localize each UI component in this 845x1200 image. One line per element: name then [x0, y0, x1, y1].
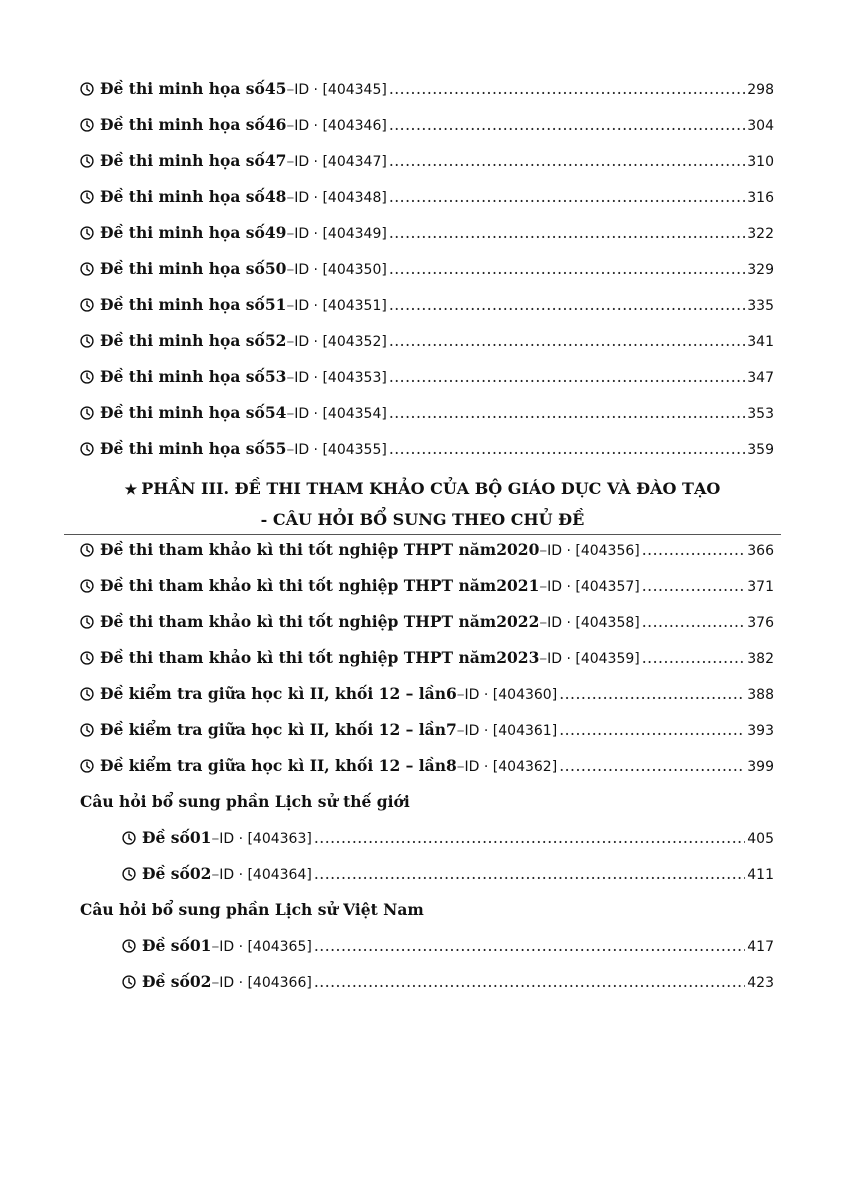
clock-icon [80, 579, 94, 593]
entry-leader-dots [314, 937, 745, 955]
entry-page-number: 316 [747, 190, 774, 206]
toc-entry[interactable] [80, 864, 774, 900]
entry-number: 2020 [496, 540, 540, 559]
entry-id: ID · [404345] [294, 82, 387, 98]
entry-page-number: 417 [747, 939, 774, 955]
entry-id: ID · [404357] [547, 579, 640, 595]
entry-separator: – [539, 649, 548, 667]
entry-number: 46 [264, 115, 287, 134]
clock-icon [122, 831, 136, 845]
entry-separator: – [286, 116, 295, 134]
clock-icon [80, 759, 94, 773]
entry-page-number: 347 [747, 370, 774, 386]
entry-title: Đề thi minh họa số [100, 403, 265, 422]
entry-number: 01 [189, 936, 212, 955]
entry-leader-dots [389, 188, 745, 206]
entry-id: ID · [404350] [294, 262, 387, 278]
entry-page-number: 411 [747, 867, 774, 883]
entry-leader-dots [389, 332, 745, 350]
toc-entry[interactable] [80, 115, 774, 151]
entry-leader-dots [389, 368, 745, 386]
clock-icon [80, 370, 94, 384]
entry-id: ID · [404360] [464, 687, 558, 703]
toc-entry[interactable] [80, 367, 774, 403]
clock-icon [80, 118, 94, 132]
entry-id: ID · [404366] [219, 975, 312, 991]
entry-number: 01 [189, 828, 212, 847]
entry-separator: – [286, 80, 295, 98]
entry-page-number: 399 [747, 759, 774, 775]
section-heading [64, 474, 781, 535]
clock-icon [80, 406, 94, 420]
toc-entry[interactable] [80, 223, 774, 259]
clock-icon [80, 82, 94, 96]
entry-id: ID · [404358] [547, 615, 640, 631]
entry-page-number: 322 [747, 226, 774, 242]
toc-entry[interactable] [80, 576, 774, 612]
clock-icon [80, 190, 94, 204]
entry-id: ID · [404346] [294, 118, 387, 134]
toc-entry[interactable] [80, 79, 774, 115]
toc-entry[interactable] [80, 936, 774, 972]
entry-id: ID · [404349] [294, 226, 387, 242]
subheading-vietnam-history: Câu hỏi bổ sung phần Lịch sử Việt Nam [80, 900, 424, 919]
entry-leader-dots [389, 296, 745, 314]
entry-title: Đề kiểm tra giữa học kì II, khối 12 – lần [100, 684, 446, 703]
toc-entry[interactable] [80, 972, 774, 1008]
entry-title: Đề thi minh họa số [100, 223, 265, 242]
toc-entry[interactable] [80, 684, 774, 720]
entry-number: 2023 [496, 648, 540, 667]
clock-icon [80, 615, 94, 629]
entry-page-number: 310 [747, 154, 774, 170]
entry-title: Đề số [142, 972, 190, 991]
entry-page-number: 359 [747, 442, 774, 458]
toc-entry[interactable] [80, 331, 774, 367]
toc-entry[interactable] [80, 439, 774, 475]
entry-separator: – [456, 757, 465, 775]
entry-title: Đề thi minh họa số [100, 187, 265, 206]
entry-number: 49 [264, 223, 287, 242]
section-heading-text: PHẦN III. ĐỀ THI THAM KHẢO CỦA BỘ GIÁO DỤC VÀ ĐÀO TẠO [141, 479, 721, 498]
clock-icon [80, 687, 94, 701]
entry-title: Đề thi minh họa số [100, 331, 265, 350]
clock-icon [80, 723, 94, 737]
entry-id: ID · [404359] [547, 651, 640, 667]
entry-id: ID · [404365] [219, 939, 312, 955]
entry-id: ID · [404353] [294, 370, 387, 386]
entry-title: Đề thi minh họa số [100, 367, 265, 386]
entry-number: 7 [446, 720, 457, 739]
entry-separator: – [456, 685, 465, 703]
entry-title: Đề thi minh họa số [100, 115, 265, 134]
entry-page-number: 405 [747, 831, 774, 847]
entry-page-number: 329 [747, 262, 774, 278]
entry-page-number: 298 [747, 82, 774, 98]
toc-entry[interactable] [80, 187, 774, 223]
entry-leader-dots [642, 577, 746, 595]
entry-separator: – [456, 721, 465, 739]
clock-icon [122, 975, 136, 989]
toc-entry[interactable] [80, 756, 774, 792]
entry-page-number: 304 [747, 118, 774, 134]
entry-title: Đề thi minh họa số [100, 439, 265, 458]
entry-separator: – [286, 296, 295, 314]
entry-page-number: 371 [747, 579, 774, 595]
section-heading-line2: - CÂU HỎI BỔ SUNG THEO CHỦ ĐỀ [260, 510, 585, 529]
entry-separator: – [286, 152, 295, 170]
entry-id: ID · [404356] [547, 543, 640, 559]
clock-icon [122, 867, 136, 881]
subheading-world-history: Câu hỏi bổ sung phần Lịch sử thế giới [80, 792, 410, 811]
entry-title: Đề thi minh họa số [100, 259, 265, 278]
entry-separator: – [286, 404, 295, 422]
clock-icon [80, 442, 94, 456]
entry-number: 53 [264, 367, 287, 386]
entry-leader-dots [389, 404, 745, 422]
toc-entry[interactable] [80, 259, 774, 295]
clock-icon [80, 334, 94, 348]
entry-separator: – [286, 260, 295, 278]
entry-number: 55 [264, 439, 287, 458]
section-heading-line1 [64, 474, 781, 505]
entry-leader-dots [314, 829, 745, 847]
toc-section-reference [80, 540, 774, 1008]
entry-id: ID · [404347] [294, 154, 387, 170]
entry-number: 8 [446, 756, 457, 775]
entry-title: Đề số [142, 936, 190, 955]
entry-title: Đề số [142, 828, 190, 847]
entry-title: Đề thi minh họa số [100, 79, 265, 98]
entry-separator: – [286, 188, 295, 206]
entry-number: 6 [446, 684, 457, 703]
entry-separator: – [211, 829, 220, 847]
toc-entry[interactable] [80, 403, 774, 439]
entry-number: 02 [189, 864, 212, 883]
entry-separator: – [211, 865, 220, 883]
toc-entry[interactable] [80, 720, 774, 756]
entry-title: Đề thi tham khảo kì thi tốt nghiệp THPT năm [100, 540, 497, 559]
entry-leader-dots [389, 152, 745, 170]
entry-separator: – [539, 613, 548, 631]
clock-icon [80, 543, 94, 557]
entry-separator: – [211, 973, 220, 991]
entry-leader-dots [559, 685, 745, 703]
clock-icon [80, 651, 94, 665]
entry-page-number: 382 [747, 651, 774, 667]
entry-number: 48 [264, 187, 287, 206]
toc-entry[interactable] [80, 295, 774, 331]
entry-leader-dots [389, 224, 745, 242]
entry-id: ID · [404361] [464, 723, 558, 739]
entry-title: Đề thi tham khảo kì thi tốt nghiệp THPT năm [100, 648, 497, 667]
entry-id: ID · [404354] [294, 406, 387, 422]
entry-separator: – [539, 577, 548, 595]
entry-title: Đề thi tham khảo kì thi tốt nghiệp THPT năm [100, 576, 497, 595]
clock-icon [80, 226, 94, 240]
toc-entry[interactable] [80, 540, 774, 576]
entry-number: 50 [264, 259, 287, 278]
entry-number: 45 [264, 79, 287, 98]
entry-number: 02 [189, 972, 212, 991]
toc-world-list [80, 828, 774, 900]
entry-page-number: 341 [747, 334, 774, 350]
entry-leader-dots [389, 116, 745, 134]
toc-vietnam-list [80, 936, 774, 1008]
entry-separator: – [539, 541, 548, 559]
entry-page-number: 376 [747, 615, 774, 631]
entry-page-number: 388 [747, 687, 774, 703]
entry-title: Đề thi minh họa số [100, 151, 265, 170]
toc-entry[interactable] [80, 151, 774, 187]
toc-entry[interactable] [80, 648, 774, 684]
entry-leader-dots [314, 973, 745, 991]
clock-icon [80, 262, 94, 276]
clock-icon [80, 298, 94, 312]
entry-leader-dots [389, 80, 745, 98]
entry-page-number: 353 [747, 406, 774, 422]
entry-id: ID · [404362] [464, 759, 558, 775]
entry-number: 54 [264, 403, 287, 422]
entry-id: ID · [404363] [219, 831, 312, 847]
entry-title: Đề thi tham khảo kì thi tốt nghiệp THPT năm [100, 612, 497, 631]
entry-leader-dots [642, 649, 746, 667]
toc-entry[interactable] [80, 612, 774, 648]
entry-page-number: 366 [747, 543, 774, 559]
entry-number: 51 [264, 295, 287, 314]
entry-leader-dots [389, 260, 745, 278]
entry-leader-dots [314, 865, 745, 883]
entry-id: ID · [404355] [294, 442, 387, 458]
entry-separator: – [286, 332, 295, 350]
entry-separator: – [286, 368, 295, 386]
entry-separator: – [286, 440, 295, 458]
entry-title: Đề số [142, 864, 190, 883]
entry-title: Đề thi minh họa số [100, 295, 265, 314]
entry-separator: – [211, 937, 220, 955]
toc-entry[interactable] [80, 828, 774, 864]
entry-page-number: 423 [747, 975, 774, 991]
section-divider [64, 534, 781, 535]
entry-page-number: 335 [747, 298, 774, 314]
entry-number: 2022 [496, 612, 540, 631]
entry-leader-dots [559, 721, 745, 739]
toc-section-exams [80, 79, 774, 475]
entry-page-number: 393 [747, 723, 774, 739]
entry-leader-dots [559, 757, 745, 775]
entry-leader-dots [642, 613, 746, 631]
entry-id: ID · [404364] [219, 867, 312, 883]
entry-number: 47 [264, 151, 287, 170]
entry-id: ID · [404351] [294, 298, 387, 314]
entry-id: ID · [404348] [294, 190, 387, 206]
entry-title: Đề kiểm tra giữa học kì II, khối 12 – lần [100, 756, 446, 775]
entry-leader-dots [389, 440, 745, 458]
toc-reference-list [80, 540, 774, 792]
entry-title: Đề kiểm tra giữa học kì II, khối 12 – lần [100, 720, 446, 739]
star-icon: ★ [124, 482, 138, 498]
entry-number: 2021 [496, 576, 540, 595]
entry-number: 52 [264, 331, 287, 350]
clock-icon [122, 939, 136, 953]
entry-id: ID · [404352] [294, 334, 387, 350]
entry-separator: – [286, 224, 295, 242]
clock-icon [80, 154, 94, 168]
entry-leader-dots [642, 541, 746, 559]
